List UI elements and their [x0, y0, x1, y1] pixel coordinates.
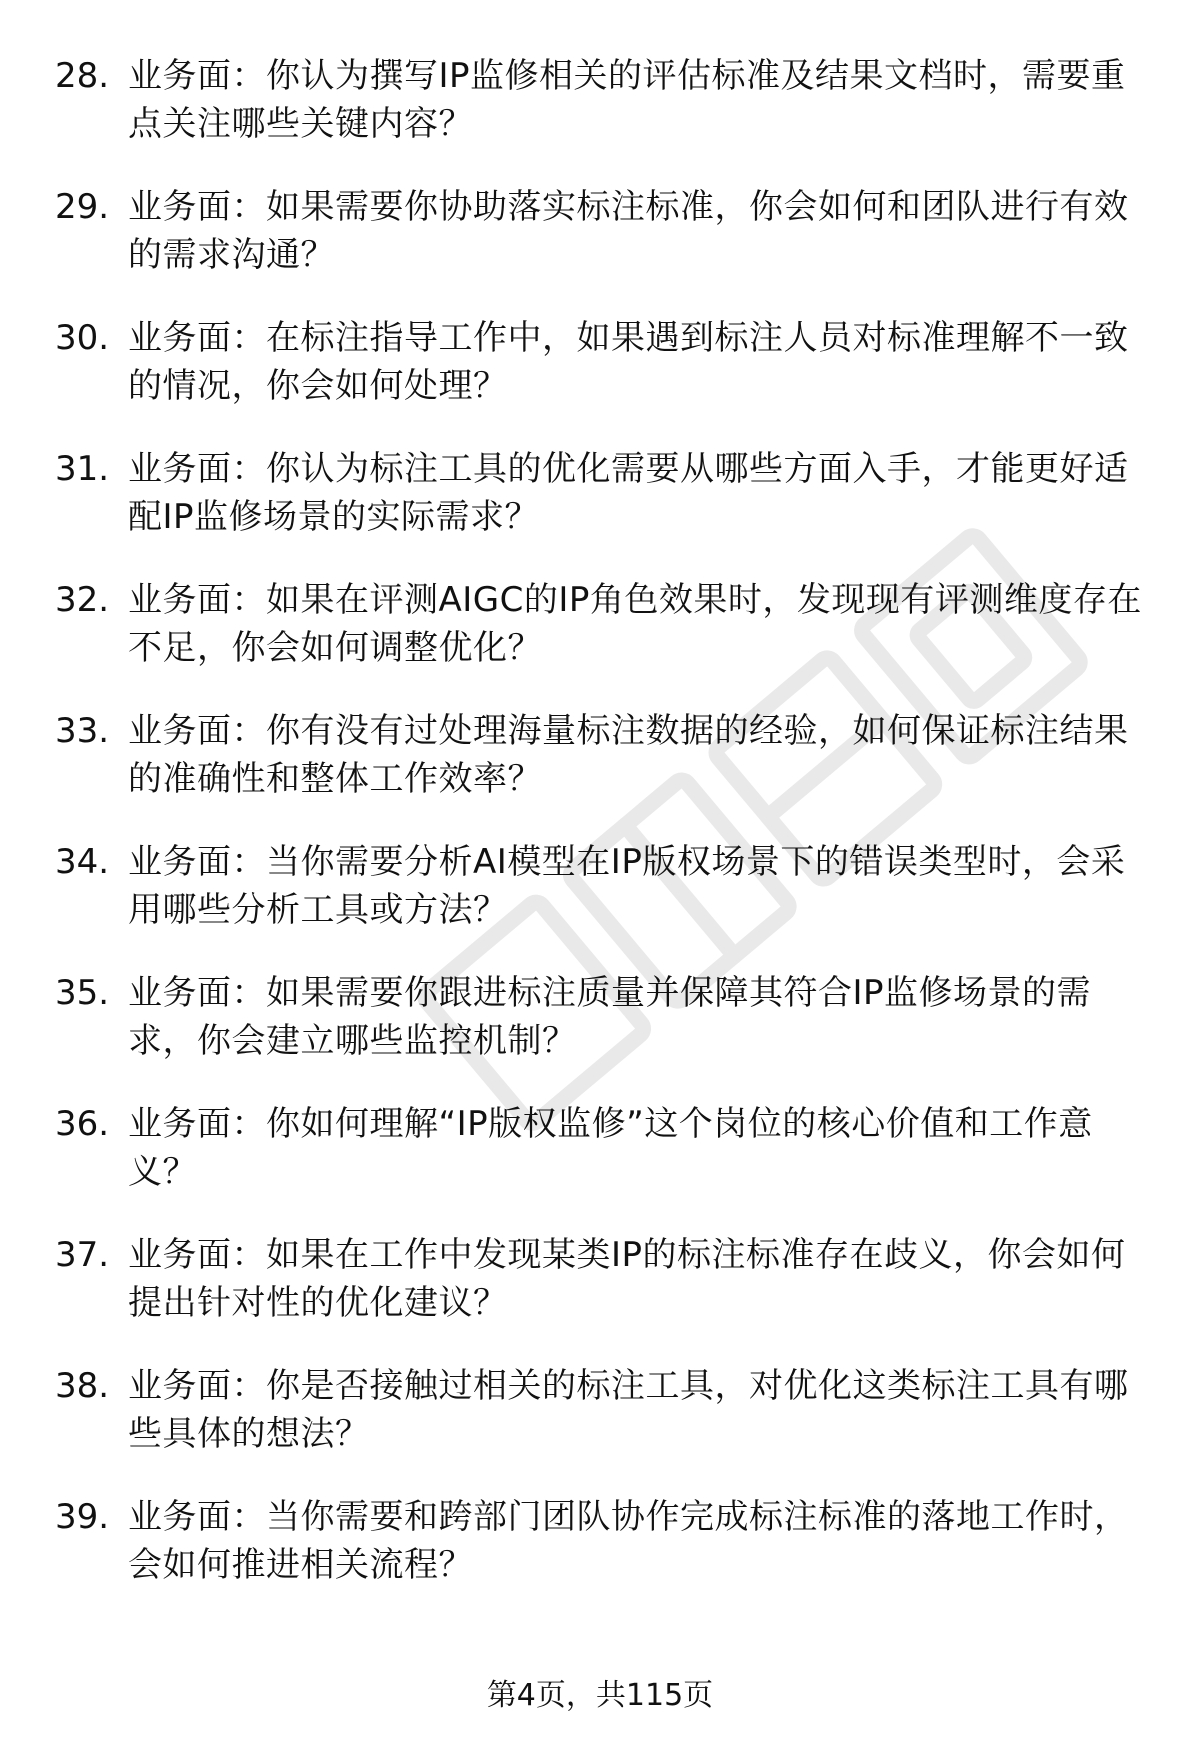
question-item	[0, 183, 1200, 314]
question-item	[0, 838, 1200, 969]
question-text: 业务面：如果在评测AIGC的IP角色效果时，发现现有评测维度存在不足，你会如何调整优化？	[128, 580, 1142, 668]
question-text: 业务面：如果需要你协助落实标注标准，你会如何和团队进行有效的需求沟通？	[128, 187, 1129, 275]
question-number: 36.	[55, 1104, 110, 1144]
question-text: 业务面：如果在工作中发现某类IP的标注标准存在歧义，你会如何提出针对性的优化建议？	[128, 1235, 1126, 1323]
question-text: 业务面：你认为标注工具的优化需要从哪些方面入手，才能更好适配IP监修场景的实际需求？	[128, 449, 1129, 537]
question-text: 业务面：当你需要和跨部门团队协作完成标注标准的落地工作时，会如何推进相关流程？	[128, 1497, 1129, 1585]
question-text: 业务面：你是否接触过相关的标注工具，对优化这类标注工具有哪些具体的想法？	[128, 1366, 1129, 1454]
question-item	[0, 1493, 1200, 1624]
question-item	[0, 576, 1200, 707]
question-list	[0, 52, 1200, 1624]
question-text: 业务面：你如何理解“IP版权监修”这个岗位的核心价值和工作意义？	[128, 1104, 1093, 1192]
question-item	[0, 445, 1200, 576]
question-item	[0, 314, 1200, 445]
question-number: 33.	[55, 711, 110, 751]
question-item	[0, 707, 1200, 838]
question-number: 30.	[55, 318, 110, 358]
question-item	[0, 1231, 1200, 1362]
question-item	[0, 969, 1200, 1100]
question-number: 28.	[55, 56, 110, 96]
question-text: 业务面：当你需要分析AI模型在IP版权场景下的错误类型时，会采用哪些分析工具或方法？	[128, 842, 1126, 930]
question-number: 35.	[55, 973, 110, 1013]
question-number: 34.	[55, 842, 110, 882]
question-item	[0, 52, 1200, 183]
question-item	[0, 1100, 1200, 1231]
question-number: 29.	[55, 187, 110, 227]
question-number: 37.	[55, 1235, 110, 1275]
question-item	[0, 1362, 1200, 1493]
page-number-label: 第4页，共115页	[486, 1678, 714, 1713]
question-number: 32.	[55, 580, 110, 620]
question-text: 业务面：如果需要你跟进标注质量并保障其符合IP监修场景的需求，你会建立哪些监控机制？	[128, 973, 1092, 1061]
question-text: 业务面：在标注指导工作中，如果遇到标注人员对标准理解不一致的情况，你会如何处理？	[128, 318, 1129, 406]
question-number: 39.	[55, 1497, 110, 1537]
question-text: 业务面：你认为撰写IP监修相关的评估标准及结果文档时，需要重点关注哪些关键内容？	[128, 56, 1126, 144]
question-number: 31.	[55, 449, 110, 489]
question-number: 38.	[55, 1366, 110, 1406]
page-footer	[0, 1676, 1200, 1716]
question-text: 业务面：你有没有过处理海量标注数据的经验，如何保证标注结果的准确性和整体工作效率？	[128, 711, 1129, 799]
